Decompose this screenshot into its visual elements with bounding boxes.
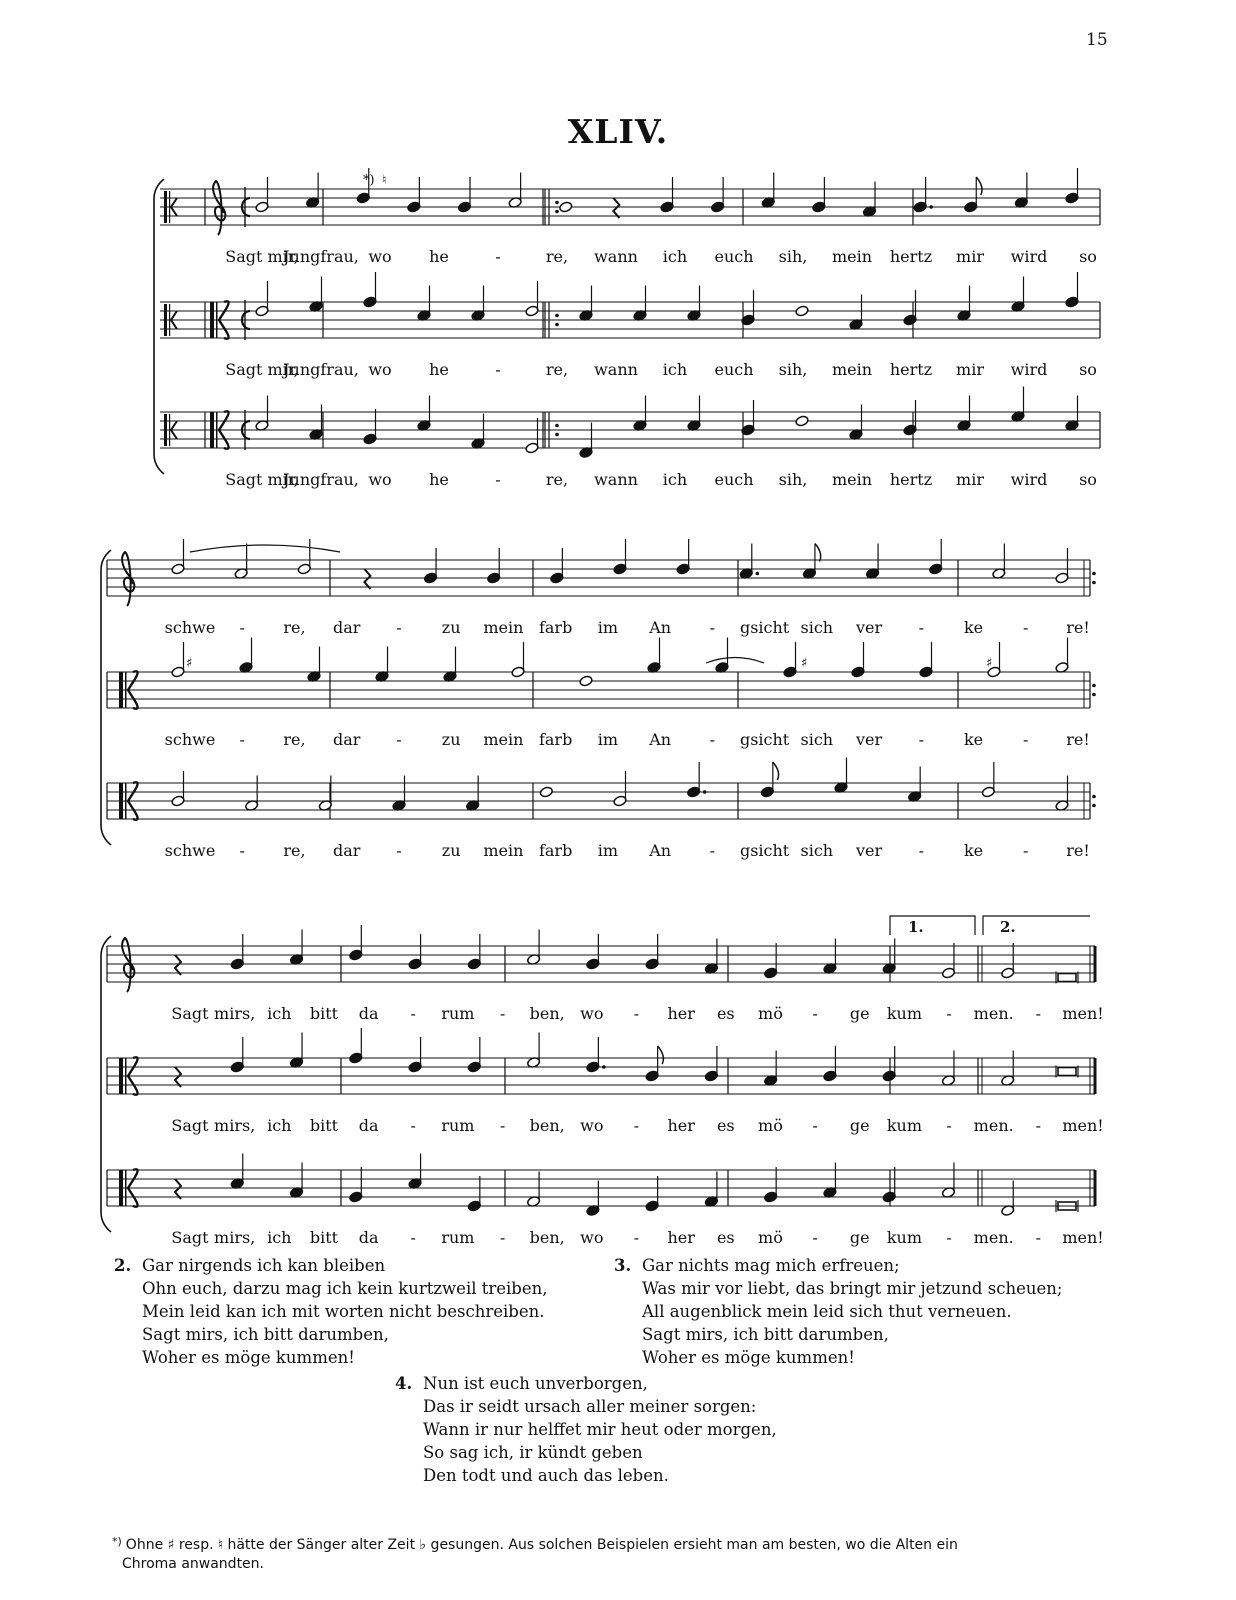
- lyric-syllable: rum: [441, 1116, 475, 1135]
- lyric-syllable: zu: [441, 618, 461, 637]
- c-clef: [125, 783, 127, 819]
- lyric-syllable: ich: [267, 1116, 292, 1135]
- lyric-syllable: mirs,: [214, 1228, 256, 1247]
- lyric-syllable: -: [1023, 730, 1029, 749]
- lyric-syllable: -: [499, 1228, 506, 1247]
- footnote: [112, 1532, 1112, 1574]
- verse-3: [614, 1254, 1062, 1369]
- lyric-syllable: kum: [886, 1004, 922, 1023]
- lyric-syllable: -: [946, 1004, 952, 1023]
- lyric-syllable: -: [495, 247, 501, 266]
- lyric-syllable: -: [918, 618, 924, 637]
- lyric-syllable: sih,: [778, 470, 808, 489]
- lyric-syllable: wo: [368, 360, 392, 379]
- natural-sign: ♮: [382, 173, 387, 188]
- c-clef: [119, 783, 123, 819]
- lyric-syllable: wo: [580, 1228, 604, 1247]
- footnote-marker: *): [112, 1535, 122, 1548]
- lyric-syllable: -: [239, 618, 245, 637]
- repeat-dot: [1092, 804, 1096, 808]
- lyric-syllable: -: [1023, 841, 1029, 860]
- footnote-text: Ohne ♯ resp. ♮ hätte der Sänger alter Zeit ♭ gesungen. Aus solchen Beispielen ersieht man am besten, wo die Alten ein: [125, 1537, 958, 1553]
- lyric-syllable: Sagt mir,: [225, 360, 299, 379]
- c-clef: [119, 1058, 123, 1094]
- lyric-syllable: ich: [267, 1228, 292, 1247]
- lyric-syllable: mirs,: [214, 1116, 256, 1135]
- breve-note: [1058, 974, 1076, 982]
- lyric-syllable: sih,: [778, 247, 808, 266]
- lyric-syllable: bitt: [309, 1004, 339, 1023]
- page-number: 15: [1086, 30, 1108, 50]
- lyric-syllable: euch: [714, 360, 754, 379]
- repeat-dot: [555, 314, 559, 318]
- lyric-syllable: wann: [594, 470, 638, 489]
- lyric-syllable: -: [633, 1116, 640, 1135]
- lyric-syllable: im: [597, 618, 619, 637]
- c-clef: [164, 191, 167, 223]
- lyric-syllable: kum: [886, 1228, 922, 1247]
- repeat-dot: [1092, 795, 1096, 799]
- lyric-syllable: re,: [545, 470, 569, 489]
- repeat-dot: [555, 433, 559, 437]
- lyric-syllable: bitt: [309, 1116, 339, 1135]
- volta-bracket-first: [890, 916, 975, 935]
- lyric-syllable: -: [239, 841, 245, 860]
- lyric-syllable: -: [918, 730, 924, 749]
- verse-line: Sagt mirs, ich bitt darumben,: [642, 1325, 889, 1344]
- lyric-syllable: -: [1035, 1004, 1042, 1023]
- lyric-syllable: im: [597, 730, 619, 749]
- c-clef: [169, 191, 170, 223]
- lyric-syllable: bitt: [309, 1228, 339, 1247]
- lyric-syllable: kum: [886, 1116, 922, 1135]
- lyric-syllable: ich: [662, 470, 688, 489]
- lyric-syllable: mö: [758, 1228, 783, 1247]
- verse-line: Was mir vor liebt, das bringt mir jetzund scheuen;: [642, 1279, 1063, 1298]
- verse-line: Woher es möge kummen!: [642, 1348, 855, 1367]
- verse-line: Ohn euch, darzu mag ich kein kurtzweil treiben,: [142, 1279, 548, 1298]
- lyric-syllable: ich: [662, 360, 688, 379]
- piece-title: XLIV.: [567, 112, 669, 151]
- verse-line: Wann ir nur helffet mir heut oder morgen,: [423, 1420, 777, 1439]
- verse-line: So sag ich, ir kündt geben: [423, 1443, 643, 1462]
- lyric-syllable: sih,: [778, 360, 808, 379]
- repeat-dot: [1092, 693, 1096, 697]
- footnote-marker: *): [363, 173, 375, 188]
- lyric-syllable: euch: [714, 470, 754, 489]
- lyric-syllable: men!: [1062, 1004, 1104, 1023]
- verse-number: 2.: [114, 1256, 132, 1275]
- lyric-syllable: An: [649, 730, 672, 749]
- lyric-syllable: im: [597, 841, 619, 860]
- quarter-rest: [175, 1179, 181, 1199]
- lyric-syllable: -: [396, 730, 402, 749]
- verse-line: Gar nichts mag mich erfreuen;: [642, 1256, 900, 1275]
- lyric-syllable: -: [499, 1004, 506, 1023]
- lyric-syllable: mein: [483, 730, 524, 749]
- lyric-syllable: mö: [758, 1116, 783, 1135]
- lyric-syllable: ge: [849, 1228, 870, 1247]
- lyric-syllable: es: [716, 1116, 735, 1135]
- lyric-syllable: wird: [1010, 247, 1048, 266]
- lyric-syllable: schwe: [164, 618, 216, 637]
- note-head: [795, 415, 809, 427]
- lyric-syllable: sich: [800, 618, 834, 637]
- lyric-syllable: hertz: [889, 247, 933, 266]
- lyric-syllable: da: [358, 1228, 379, 1247]
- lyric-syllable: -: [709, 841, 716, 860]
- c-clef: [210, 302, 214, 338]
- lyric-syllable: ke: [963, 841, 984, 860]
- lyric-syllable: wo: [580, 1116, 604, 1135]
- lyric-syllable: Sagt: [171, 1116, 209, 1135]
- lyric-syllable: men!: [1062, 1116, 1104, 1135]
- lyric-syllable: ich: [662, 247, 688, 266]
- verse-number: 3.: [614, 1256, 632, 1275]
- lyric-syllable: zu: [441, 730, 461, 749]
- tie: [706, 658, 764, 664]
- lyric-syllable: her: [667, 1004, 695, 1023]
- lyric-syllable: he: [429, 470, 449, 489]
- lyric-syllable: men.: [973, 1228, 1014, 1247]
- lyric-syllable: rum: [441, 1004, 475, 1023]
- lyric-syllable: re,: [283, 618, 306, 637]
- lyric-syllable: ich: [267, 1004, 292, 1023]
- c-clef: [216, 302, 218, 338]
- note-head: [795, 305, 809, 317]
- lyric-syllable: dar: [332, 618, 361, 637]
- lyric-syllable: -: [812, 1116, 818, 1135]
- augmentation-dot: [602, 1065, 606, 1069]
- lyric-syllable: da: [358, 1116, 379, 1135]
- verse-line: Woher es möge kummen!: [142, 1348, 355, 1367]
- note-flag: [773, 762, 779, 780]
- lyric-syllable: dar: [332, 730, 361, 749]
- lyric-syllable: so: [1079, 247, 1097, 266]
- lyric-syllable: so: [1079, 360, 1097, 379]
- lyric-syllable: sich: [800, 730, 834, 749]
- lyric-syllable: -: [633, 1228, 640, 1247]
- lyric-syllable: schwe: [164, 841, 216, 860]
- lyric-syllable: farb: [538, 730, 573, 749]
- lyric-syllable: -: [396, 618, 402, 637]
- lyric-syllable: Sagt: [171, 1004, 209, 1023]
- lyric-syllable: -: [918, 841, 924, 860]
- repeat-dot: [555, 323, 559, 327]
- verse-line: Den todt und auch das leben.: [423, 1466, 669, 1485]
- lyric-syllable: wo: [580, 1004, 604, 1023]
- verse-line: Nun ist euch unverborgen,: [423, 1374, 648, 1393]
- lyric-syllable: Sagt: [171, 1228, 209, 1247]
- lyric-syllable: ge: [849, 1004, 870, 1023]
- verse-line: Das ir seidt ursach aller meiner sorgen:: [423, 1397, 757, 1416]
- note-flag: [658, 1046, 664, 1064]
- lyric-syllable: mö: [758, 1004, 783, 1023]
- c-clef: [216, 412, 218, 448]
- lyric-syllable: -: [1023, 618, 1029, 637]
- repeat-dot: [1092, 684, 1096, 688]
- lyric-syllable: gsicht: [739, 841, 790, 860]
- lyric-syllable: mir: [956, 247, 984, 266]
- note-flag: [976, 177, 982, 195]
- lyric-syllable: Jungfrau,: [283, 360, 359, 379]
- note-head: [539, 786, 553, 798]
- lyric-syllable: Jungfrau,: [283, 247, 359, 266]
- lyric-syllable: farb: [538, 841, 573, 860]
- lyric-syllable: -: [1035, 1116, 1042, 1135]
- repeat-dot: [555, 424, 559, 428]
- lyric-syllable: so: [1079, 470, 1097, 489]
- lyric-syllable: -: [812, 1228, 818, 1247]
- lyric-syllable: mein: [831, 360, 873, 379]
- c-clef: [125, 672, 127, 708]
- lyric-syllable: wird: [1010, 360, 1048, 379]
- lyric-syllable: mir: [956, 360, 984, 379]
- lyric-syllable: gsicht: [739, 618, 790, 637]
- lyric-syllable: her: [667, 1116, 695, 1135]
- note-head: [579, 675, 593, 687]
- repeat-dot: [1092, 581, 1096, 585]
- lyric-syllable: zu: [441, 841, 461, 860]
- lyric-syllable: men.: [973, 1116, 1014, 1135]
- lyric-syllable: dar: [332, 841, 361, 860]
- note-flag: [815, 544, 821, 562]
- lyric-syllable: re!: [1066, 841, 1090, 860]
- verse-4: [395, 1372, 777, 1487]
- lyric-syllable: -: [499, 1116, 506, 1135]
- quarter-rest: [364, 569, 370, 589]
- quarter-rest: [175, 1067, 181, 1087]
- quarter-rest: [175, 955, 181, 975]
- lyric-syllable: wann: [594, 360, 638, 379]
- lyric-syllable: her: [667, 1228, 695, 1247]
- lyric-syllable: mein: [483, 618, 524, 637]
- augmentation-dot: [929, 205, 933, 209]
- lyric-syllable: Jungfrau,: [283, 470, 359, 489]
- lyric-syllable: -: [709, 618, 716, 637]
- sharp-sign: ♯: [186, 656, 193, 671]
- verse-line: Sagt mirs, ich bitt darumben,: [142, 1325, 389, 1344]
- quarter-rest: [613, 198, 619, 218]
- lyric-syllable: -: [495, 470, 501, 489]
- lyric-syllable: hertz: [889, 360, 933, 379]
- verse-line: Mein leid kan ich mit worten nicht beschreiben.: [142, 1302, 545, 1321]
- lyric-syllable: farb: [538, 618, 573, 637]
- lyric-syllable: hertz: [889, 470, 933, 489]
- lyric-syllable: -: [812, 1004, 818, 1023]
- lyric-syllable: re,: [283, 841, 306, 860]
- verse-line: All augenblick mein leid sich thut verneuen.: [642, 1302, 1012, 1321]
- c-clef: [125, 1058, 127, 1094]
- lyric-syllable: re!: [1066, 618, 1090, 637]
- lyric-syllable: -: [633, 1004, 640, 1023]
- lyric-syllable: An: [649, 618, 672, 637]
- lyric-syllable: ke: [963, 730, 984, 749]
- sharp-sign: ♯: [801, 656, 808, 671]
- lyric-syllable: -: [946, 1228, 952, 1247]
- lyric-syllable: -: [239, 730, 245, 749]
- lyric-syllable: ver: [855, 618, 883, 637]
- c-clef: [169, 304, 170, 336]
- lyric-syllable: mein: [831, 470, 873, 489]
- lyric-syllable: ben,: [529, 1116, 565, 1135]
- lyric-syllable: An: [649, 841, 672, 860]
- lyric-syllable: gsicht: [739, 730, 790, 749]
- c-clef: [169, 414, 170, 446]
- lyric-syllable: -: [396, 841, 402, 860]
- lyric-syllable: wird: [1010, 470, 1048, 489]
- lyric-syllable: euch: [714, 247, 754, 266]
- lyric-syllable: -: [410, 1116, 416, 1135]
- lyric-syllable: re,: [545, 360, 569, 379]
- augmentation-dot: [703, 790, 707, 794]
- lyric-syllable: -: [709, 730, 716, 749]
- tie: [190, 545, 340, 552]
- lyric-syllable: men.: [973, 1004, 1014, 1023]
- lyric-syllable: wann: [594, 247, 638, 266]
- lyric-syllable: he: [429, 247, 449, 266]
- c-clef: [125, 1170, 127, 1206]
- repeat-dot: [555, 210, 559, 214]
- c-clef: [119, 672, 123, 708]
- lyric-syllable: he: [429, 360, 449, 379]
- lyric-syllable: wo: [368, 247, 392, 266]
- c-clef: [164, 414, 167, 446]
- c-clef: [210, 412, 214, 448]
- repeat-dot: [555, 201, 559, 205]
- lyric-syllable: sich: [800, 841, 834, 860]
- lyric-syllable: ke: [963, 618, 984, 637]
- verse-line: Gar nirgends ich kan bleiben: [142, 1256, 386, 1275]
- lyric-syllable: ge: [849, 1116, 870, 1135]
- volta-label-second: 2.: [1000, 918, 1016, 936]
- lyric-syllable: -: [410, 1228, 416, 1247]
- lyric-syllable: mir: [956, 470, 984, 489]
- lyric-syllable: re,: [545, 247, 569, 266]
- lyric-syllable: mein: [831, 247, 873, 266]
- lyric-syllable: mein: [483, 841, 524, 860]
- lyric-syllable: -: [495, 360, 501, 379]
- sharp-sign: ♯: [986, 656, 993, 671]
- lyric-syllable: men!: [1062, 1228, 1104, 1247]
- lyric-syllable: schwe: [164, 730, 216, 749]
- augmentation-dot: [755, 572, 759, 576]
- c-clef: [119, 1170, 123, 1206]
- lyric-syllable: es: [716, 1004, 735, 1023]
- note-head: [559, 201, 573, 213]
- lyric-syllable: rum: [441, 1228, 475, 1247]
- repeat-dot: [1092, 572, 1096, 576]
- lyric-syllable: Sagt mir,: [225, 470, 299, 489]
- lyric-syllable: es: [716, 1228, 735, 1247]
- verse-2: [114, 1254, 548, 1369]
- lyric-syllable: ben,: [529, 1228, 565, 1247]
- lyric-syllable: re!: [1066, 730, 1090, 749]
- verse-number: 4.: [395, 1374, 413, 1393]
- volta-label-first: 1.: [908, 918, 924, 936]
- lyric-syllable: mirs,: [214, 1004, 256, 1023]
- lyric-syllable: ver: [855, 730, 883, 749]
- breve-note: [1058, 1068, 1076, 1076]
- lyric-syllable: ben,: [529, 1004, 565, 1023]
- lyric-syllable: -: [410, 1004, 416, 1023]
- lyric-syllable: Sagt mir,: [225, 247, 299, 266]
- lyric-syllable: -: [946, 1116, 952, 1135]
- lyric-syllable: ver: [855, 841, 883, 860]
- lyric-syllable: -: [1035, 1228, 1042, 1247]
- lyric-syllable: re,: [283, 730, 306, 749]
- lyric-syllable: da: [358, 1004, 379, 1023]
- footnote-text-continued: Chroma anwandten.: [122, 1556, 264, 1572]
- c-clef: [164, 304, 167, 336]
- lyric-syllable: wo: [368, 470, 392, 489]
